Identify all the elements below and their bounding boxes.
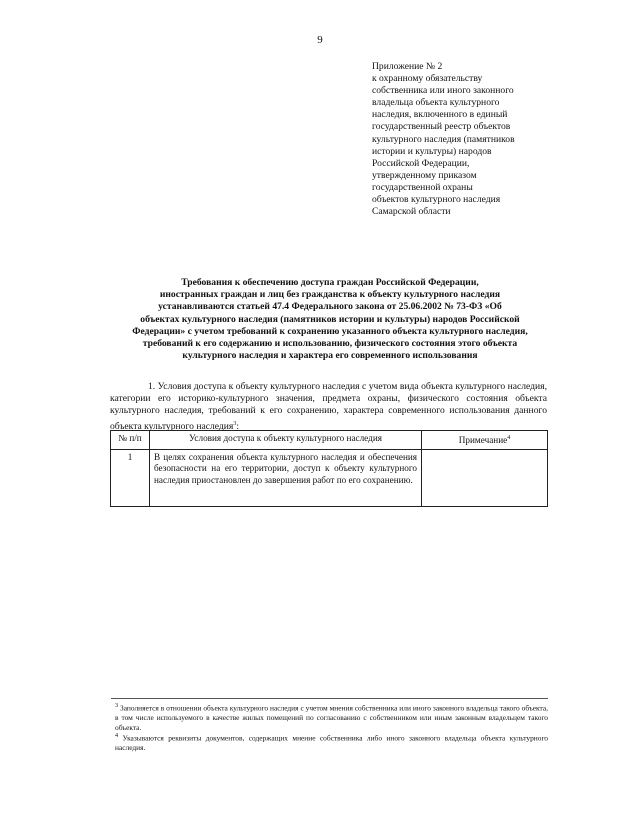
footnote-text: Указываются реквизиты документов, содержащих мнение собственника либо иного законного владельца объекта культурного наследия. xyxy=(115,733,548,753)
appendix-line: государственной охраны xyxy=(372,181,473,193)
table-row xyxy=(111,450,548,507)
appendix-line: объектов культурного наследия xyxy=(372,194,501,206)
intro-text: 1. Условия доступа к объекту культурного наследия с учетом вида объекта культурного наследия, категории его историко-культурного значения, предмета охраны, физического состояния объекта культурного наследия, требований к его сохранению, характера современного использования данного объекта культурного наследия xyxy=(110,381,547,432)
appendix-line: Российской Федерации, xyxy=(372,157,470,169)
appendix-header xyxy=(372,61,602,218)
row-num: 1 xyxy=(111,450,150,507)
access-conditions-table xyxy=(110,430,548,507)
row-note xyxy=(422,450,548,507)
footnote-text: Заполняется в отношении объекта культурного наследия с учетом мнения собственника или иного законного владельца такого объекта, в том числе используемого в качестве жилых помещений по согласованию с собственником или иным законным владельцем такого объекта. xyxy=(115,703,548,732)
heading-line: объектах культурного наследия (памятников истории и культуры) народов Российской xyxy=(140,313,520,325)
appendix-line: наследия, включенного в единый xyxy=(372,109,508,121)
intro-end: : xyxy=(236,420,240,432)
footnotes xyxy=(115,702,548,753)
footnote xyxy=(115,732,548,753)
heading-line: культурного наследия и характера его современного использования xyxy=(182,350,478,362)
row-condition: В целях сохранения объекта культурного наследия и обеспечения безопасности на его территории, доступ к объекту культурного наследия приостановлен до завершения работ по его сохранению. xyxy=(150,450,422,507)
appendix-line: Приложение № 2 xyxy=(372,61,443,72)
heading-line: иностранных граждан и лиц без гражданства к объекту культурного наследия xyxy=(159,289,501,301)
heading-line: Федерации» с учетом требований к сохранению указанного объекта культурного наследия, xyxy=(132,325,528,337)
appendix-line: утвержденному приказом xyxy=(372,169,477,181)
document-heading xyxy=(108,277,552,362)
heading-line: Требования к обеспечению доступа граждан Российской Федерации, xyxy=(181,277,479,288)
appendix-line: культурного наследия (памятников xyxy=(372,133,515,145)
footnote xyxy=(115,702,548,732)
footnote-divider xyxy=(111,698,548,699)
footnote-number: 3 xyxy=(115,703,119,709)
footnote-number: 4 xyxy=(115,733,119,740)
appendix-line: государственный реестр объектов xyxy=(372,121,511,133)
appendix-line: истории и культуры) народов xyxy=(372,145,492,157)
header-note-label: Примечание xyxy=(458,435,508,446)
appendix-line: владельца объекта культурного xyxy=(372,97,500,109)
footnote-ref: 4 xyxy=(507,435,511,441)
appendix-line: к охранному обязательству xyxy=(372,73,483,85)
heading-line: требований к его содержанию и использованию, физического состояния этого объекта xyxy=(142,338,518,350)
header-condition: Условия доступа к объекту культурного наследия xyxy=(150,431,422,450)
header-num: № п/п xyxy=(111,431,150,450)
heading-line: устанавливаются статьей 47.4 Федерального закона от 25.06.2002 № 73-ФЗ «Об xyxy=(158,301,502,313)
table-header-row xyxy=(111,431,548,450)
footnote-ref: 3 xyxy=(233,420,237,427)
page-number: 9 xyxy=(317,34,323,46)
appendix-line: собственника или иного законного xyxy=(372,85,514,97)
intro-paragraph xyxy=(110,381,547,433)
appendix-line: Самарской области xyxy=(372,206,451,218)
header-note xyxy=(422,431,548,450)
